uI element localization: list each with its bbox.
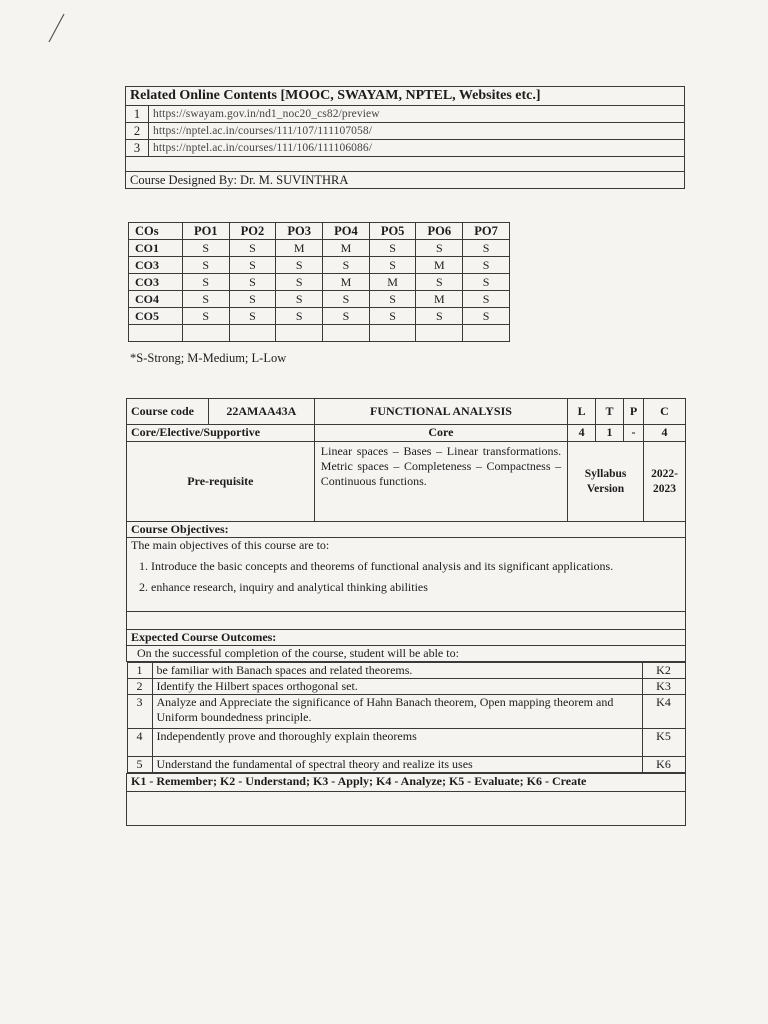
mapping-header: COs [129, 223, 183, 240]
syllabus-label: Syllabus Version [568, 442, 644, 522]
co-label: CO1 [129, 240, 183, 257]
pencil-mark-icon [44, 12, 68, 44]
course-code: 22AMAA43A [208, 399, 314, 425]
mapping-cell: S [369, 240, 416, 257]
outcome-number: 4 [127, 729, 152, 757]
link-number: 2 [126, 123, 149, 140]
mapping-cell: M [416, 257, 463, 274]
mapping-header: PO4 [323, 223, 370, 240]
mapping-cell: S [276, 291, 323, 308]
outcome-level: K2 [642, 663, 685, 679]
mapping-cell: S [229, 240, 276, 257]
outcome-text: Analyze and Appreciate the significance of Hahn Banach theorem, Open mapping theorem and Uniform boundedness principle. [152, 695, 642, 729]
mapping-cell: S [416, 308, 463, 325]
outcomes-intro: On the successful completion of the course, student will be able to: [127, 646, 686, 662]
mapping-cell: S [416, 274, 463, 291]
mapping-cell: S [463, 240, 510, 257]
mapping-cell: S [182, 257, 229, 274]
online-contents-heading: Related Online Contents [MOOC, SWAYAM, NPTEL, Websites etc.] [126, 87, 685, 106]
link-url[interactable]: https://nptel.ac.in/courses/111/106/111106086/ [149, 140, 685, 157]
outcome-text: Identify the Hilbert spaces orthogonal set. [152, 679, 642, 695]
mapping-cell: S [463, 274, 510, 291]
mapping-cell: S [229, 257, 276, 274]
mapping-cell: S [416, 240, 463, 257]
link-url[interactable]: https://nptel.ac.in/courses/111/107/111107058/ [149, 123, 685, 140]
blank-row [127, 792, 686, 826]
link-row [126, 123, 685, 140]
mapping-cell: M [416, 291, 463, 308]
category-label: Core/Elective/Supportive [127, 425, 315, 442]
mapping-cell: S [229, 274, 276, 291]
mapping-cell: M [323, 274, 370, 291]
mapping-header: PO3 [276, 223, 323, 240]
mapping-header: PO7 [463, 223, 510, 240]
course-title: FUNCTIONAL ANALYSIS [314, 399, 567, 425]
link-number: 1 [126, 106, 149, 123]
mapping-cell: S [182, 274, 229, 291]
ltpc-header-l: L [568, 399, 596, 425]
mapping-cell: S [182, 291, 229, 308]
mapping-row [129, 257, 510, 274]
mapping-empty-row [129, 325, 510, 342]
course-code-label: Course code [127, 399, 209, 425]
mapping-header: PO6 [416, 223, 463, 240]
mapping-cell: S [323, 291, 370, 308]
outcome-level: K4 [642, 695, 685, 729]
outcomes-heading: Expected Course Outcomes: [127, 630, 686, 646]
mapping-cell: S [276, 257, 323, 274]
category-value: Core [314, 425, 567, 442]
co-label: CO4 [129, 291, 183, 308]
online-contents-table [125, 86, 685, 189]
co-label: CO3 [129, 274, 183, 291]
mapping-cell: S [463, 308, 510, 325]
mapping-row [129, 291, 510, 308]
syllabus-version: 2022-2023 [644, 442, 686, 522]
link-number: 3 [126, 140, 149, 157]
co-label: CO3 [129, 257, 183, 274]
mapping-legend: *S-Strong; M-Medium; L-Low [130, 351, 287, 365]
mapping-cell: S [463, 257, 510, 274]
link-row [126, 106, 685, 123]
objective-item: 1. Introduce the basic concepts and theorems of functional analysis and its significant applications. [139, 559, 614, 573]
mapping-cell: S [323, 257, 370, 274]
outcome-text: Independently prove and thoroughly explain theorems [152, 729, 642, 757]
outcome-number: 1 [127, 663, 152, 679]
blank-row [127, 612, 686, 630]
mapping-cell: S [276, 308, 323, 325]
outcome-text: be familiar with Banach spaces and related theorems. [152, 663, 642, 679]
ltpc-value-l: 4 [568, 425, 596, 442]
mapping-header: PO2 [229, 223, 276, 240]
blank-row [126, 157, 685, 172]
mapping-cell: S [182, 308, 229, 325]
mapping-cell: S [369, 308, 416, 325]
objectives-heading: Course Objectives: [127, 522, 686, 538]
ltpc-header-c: C [644, 399, 686, 425]
mapping-cell: S [463, 291, 510, 308]
objectives-section [127, 538, 686, 612]
mapping-header: PO5 [369, 223, 416, 240]
ltpc-value-p: - [624, 425, 644, 442]
course-designer: Course Designed By: Dr. M. SUVINTHRA [126, 172, 685, 189]
outcome-number: 2 [127, 679, 152, 695]
ltpc-value-t: 1 [596, 425, 624, 442]
mapping-cell: M [369, 274, 416, 291]
link-url[interactable]: https://swayam.gov.in/nd1_noc20_cs82/preview [149, 106, 685, 123]
mapping-cell: S [276, 274, 323, 291]
mapping-row [129, 240, 510, 257]
k-level-legend: K1 - Remember; K2 - Understand; K3 - Apply; K4 - Analyze; K5 - Evaluate; K6 - Create [127, 774, 686, 792]
mapping-cell: S [229, 308, 276, 325]
mapping-header-row [129, 223, 510, 240]
prereq-label: Pre-requisite [127, 442, 315, 522]
outcome-level: K6 [642, 757, 685, 773]
outcome-number: 5 [127, 757, 152, 773]
co-po-mapping-table [128, 222, 510, 342]
mapping-cell: M [276, 240, 323, 257]
outcome-text: Understand the fundamental of spectral theory and realize its uses [152, 757, 642, 773]
link-row [126, 140, 685, 157]
mapping-cell: S [229, 291, 276, 308]
ltpc-header-t: T [596, 399, 624, 425]
outcome-number: 3 [127, 695, 152, 729]
co-label: CO5 [129, 308, 183, 325]
mapping-cell: S [369, 257, 416, 274]
prereq-text: Linear spaces – Bases – Linear transformations. Metric spaces – Completeness – Compactness – Continuous functions. [314, 442, 567, 522]
outcome-level: K5 [642, 729, 685, 757]
mapping-row [129, 308, 510, 325]
mapping-cell: M [323, 240, 370, 257]
mapping-header: PO1 [182, 223, 229, 240]
mapping-cell: S [182, 240, 229, 257]
objectives-intro: The main objectives of this course are to: [131, 538, 330, 552]
mapping-cell: S [369, 291, 416, 308]
outcome-row [127, 662, 686, 774]
mapping-cell: S [323, 308, 370, 325]
outcome-level: K3 [642, 679, 685, 695]
ltpc-header-p: P [624, 399, 644, 425]
course-details-table [126, 398, 686, 826]
mapping-row [129, 274, 510, 291]
ltpc-value-c: 4 [644, 425, 686, 442]
objective-item: 2. enhance research, inquiry and analytical thinking abilities [139, 580, 428, 594]
